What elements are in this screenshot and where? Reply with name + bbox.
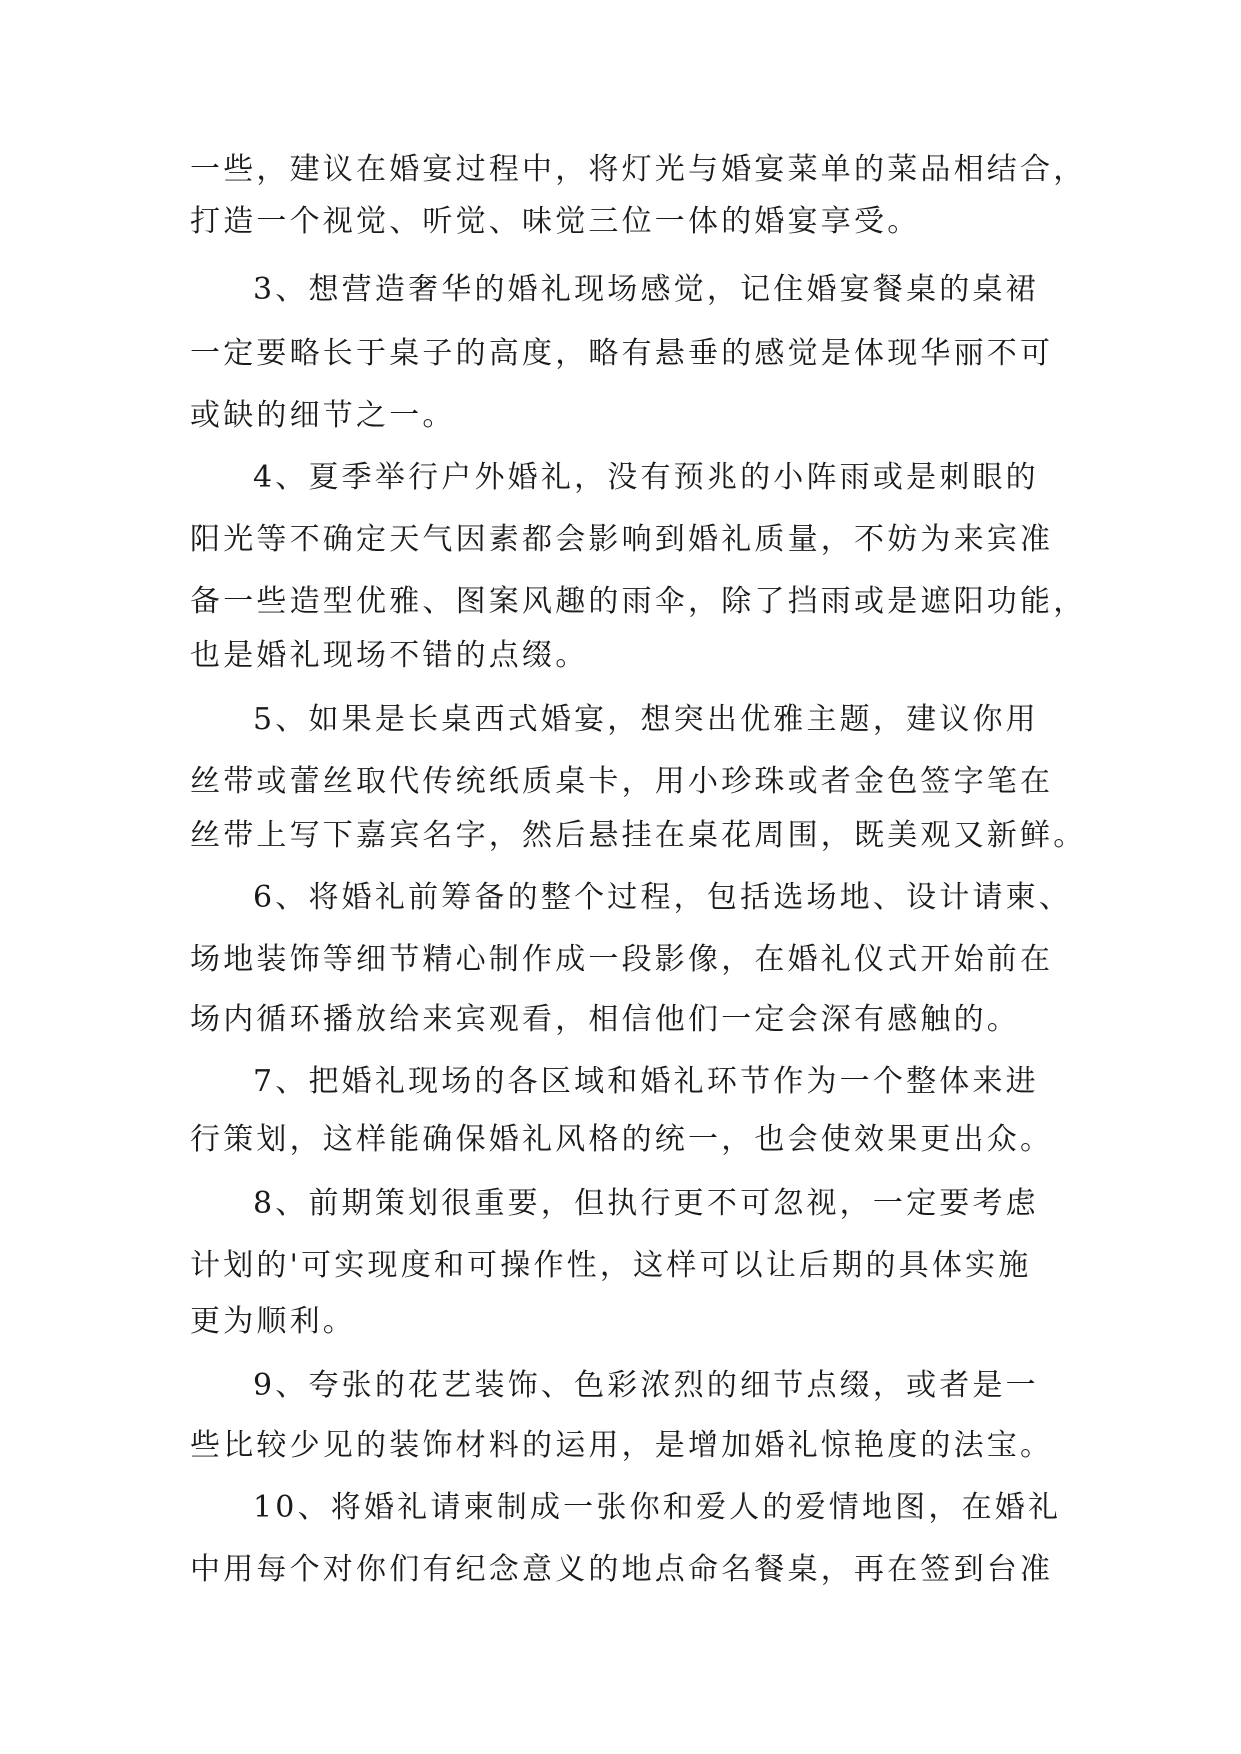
text-line: 或缺的细节之一。 — [190, 398, 456, 433]
paragraph-start-line: 8、前期策划很重要，但执行更不可忽视，一定要考虑 — [253, 1186, 1039, 1221]
text-line: 打造一个视觉、听觉、味觉三位一体的婚宴享受。 — [190, 204, 921, 239]
paragraph-start-line: 4、夏季举行户外婚礼，没有预兆的小阵雨或是刺眼的 — [253, 460, 1039, 495]
text-line: 丝带上写下嘉宾名字，然后悬挂在桌花周围，既美观又新鲜。 — [190, 818, 1087, 853]
text-line: 备一些造型优雅、图案风趣的雨伞，除了挡雨或是遮阳功能， — [190, 584, 1087, 619]
paragraph-start-line: 9、夸张的花艺装饰、色彩浓烈的细节点缀，或者是一 — [253, 1368, 1039, 1403]
text-line: 些比较少见的装饰材料的运用，是增加婚礼惊艳度的法宝。 — [190, 1428, 1054, 1463]
text-line: 一些，建议在婚宴过程中，将灯光与婚宴菜单的菜品相结合， — [190, 152, 1087, 187]
text-line: 更为顺利。 — [190, 1304, 356, 1339]
text-line: 计划的'可实现度和可操作性，这样可以让后期的具体实施 — [190, 1248, 1032, 1283]
paragraph-start-line: 6、将婚礼前筹备的整个过程，包括选场地、设计请柬、 — [253, 880, 1073, 915]
text-line: 阳光等不确定天气因素都会影响到婚礼质量，不妨为来宾准 — [190, 522, 1054, 557]
paragraph-start-line: 7、把婚礼现场的各区域和婚礼环节作为一个整体来进 — [253, 1064, 1039, 1099]
text-line: 也是婚礼现场不错的点缀。 — [190, 638, 589, 673]
text-line: 中用每个对你们有纪念意义的地点命名餐桌，再在签到台准 — [190, 1552, 1054, 1587]
text-line: 一定要略长于桌子的高度，略有悬垂的感觉是体现华丽不可 — [190, 336, 1054, 371]
text-line: 丝带或蕾丝取代传统纸质桌卡，用小珍珠或者金色签字笔在 — [190, 764, 1054, 799]
text-line: 场内循环播放给来宾观看，相信他们一定会深有感触的。 — [190, 1002, 1020, 1037]
text-line: 场地装饰等细节精心制作成一段影像，在婚礼仪式开始前在 — [190, 942, 1054, 977]
paragraph-start-line: 3、想营造奢华的婚礼现场感觉，记住婚宴餐桌的桌裙 — [253, 272, 1039, 307]
paragraph-start-line: 5、如果是长桌西式婚宴，想突出优雅主题，建议你用 — [253, 702, 1039, 737]
paragraph-start-line: 10、将婚礼请柬制成一张你和爱人的爱情地图，在婚礼 — [253, 1490, 1062, 1525]
text-line: 行策划，这样能确保婚礼风格的统一，也会使效果更出众。 — [190, 1122, 1054, 1157]
